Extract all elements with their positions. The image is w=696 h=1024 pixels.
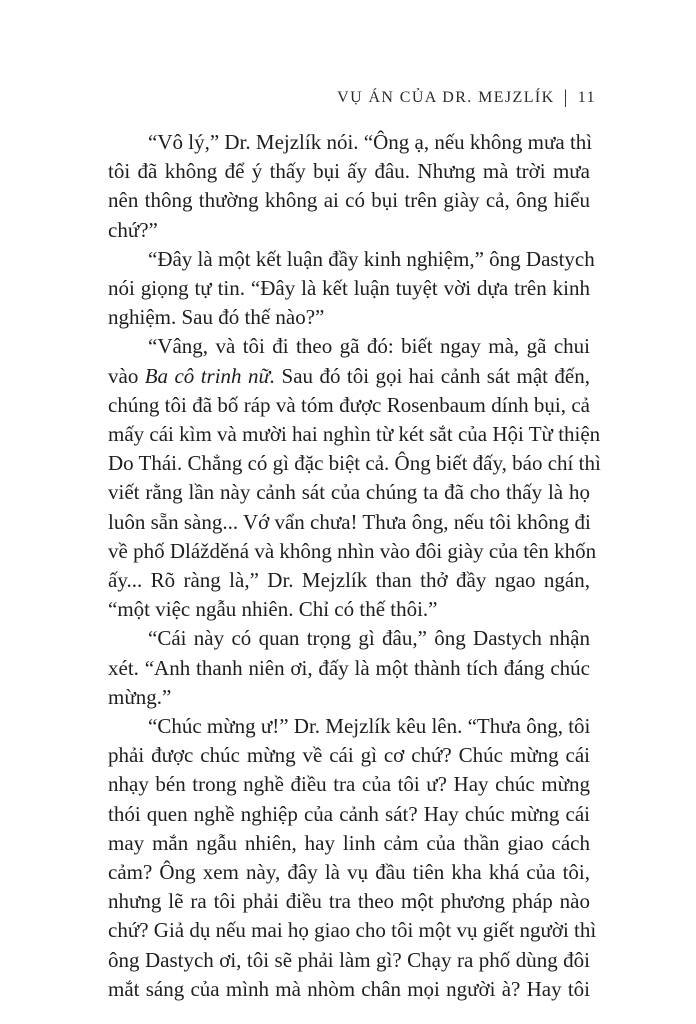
text-line: “Vô lý,” Dr. Mejzlík nói. “Ông ạ, nếu không mưa thì [148, 130, 593, 154]
text-line: “Chúc mừng ư!” Dr. Mejzlík kêu lên. “Thưa ông, tôi [148, 714, 591, 739]
running-header [337, 88, 596, 107]
text-line: “Vâng, và tôi đi theo gã đó: biết ngay mà, gã chui [148, 334, 590, 359]
text-line: ông Dastych ơi, tôi sẽ phải làm gì? Chạy ra phố dùng đôi [108, 947, 590, 972]
text-line: nhưng lẽ ra tôi phải điều tra theo một phương pháp nào [108, 889, 590, 914]
text-line: cảm? Ông xem này, đây là vụ đầu tiên kha khá của tôi, [108, 860, 590, 885]
text-line: nhạy bén trong nghề điều tra của tôi ư? Hay chúc mừng [108, 772, 590, 797]
text-segment: vào [108, 363, 145, 388]
text-line: nói giọng tự tin. “Đây là kết luận tuyệt vời dựa trên kinh [108, 276, 590, 301]
text-line: luôn sẵn sàng... Vớ vẩn chưa! Thưa ông, nếu tôi không đi [108, 509, 591, 534]
text-line: về phố Dlážděná và không nhìn vào đôi giày của tên khốn [108, 538, 597, 563]
text-line: phải được chúc mừng về cái gì cơ chứ? Chúc mừng cái [108, 743, 590, 768]
text-line: chứ? Giả dụ nếu mai họ giao cho tôi một vụ giết người thì [108, 918, 597, 943]
text-body [108, 128, 601, 1004]
text-line-with-italic [108, 362, 590, 391]
text-line: tôi đã không để ý thấy bụi ấy đâu. Nhưng mà trời mưa [108, 159, 590, 184]
chapter-title: VỤ ÁN CỦA DR. MEJZLÍK [337, 88, 555, 106]
text-line: chứ?” [108, 217, 158, 242]
text-segment: Sau đó tôi gọi hai cảnh sát mật đến, [275, 363, 590, 388]
text-line: may mắn ngẫu nhiên, hay linh cảm của thần giao cách [108, 830, 590, 855]
text-line: mấy cái kìm và mười hai nghìn từ két sắt của Hội Từ thiện [108, 422, 601, 447]
text-line: ấy... Rõ ràng là,” Dr. Mejzlík than thở đầy ngao ngán, [108, 568, 590, 593]
text-line: mắt sáng của mình mà nhòm chân mọi người à? Hay tôi [108, 976, 590, 1001]
page-number: 11 [577, 88, 596, 106]
text-line: nên thông thường không ai có bụi trên giày cả, ông hiểu [108, 188, 590, 213]
text-line: chúng tôi đã bố ráp và tóm được Rosenbaum dính bụi, cả [108, 392, 590, 417]
text-line: “Cái này có quan trọng gì đâu,” ông Dastych nhận [148, 626, 590, 651]
text-line: mừng.” [108, 684, 172, 709]
text-line: “Đây là một kết luận đầy kinh nghiệm,” ông Dastych [148, 246, 595, 271]
text-line: xét. “Anh thanh niên ơi, đấy là một thành tích đáng chúc [108, 655, 590, 680]
text-line: thói quen nghề nghiệp của cảnh sát? Hay chúc mừng cái [108, 801, 590, 826]
text-line: viết rằng lần này cảnh sát của chúng ta đã cho thấy là họ [108, 480, 590, 505]
header-separator: | [563, 87, 569, 108]
text-line: “một việc ngẫu nhiên. Chỉ có thế thôi.” [108, 597, 438, 622]
text-line: nghiệm. Sau đó thế nào?” [108, 305, 325, 330]
text-line: Do Thái. Chẳng có gì đặc biệt cả. Ông biết đấy, báo chí thì [108, 451, 601, 476]
italic-title: Ba cô trinh nữ. [144, 363, 276, 388]
